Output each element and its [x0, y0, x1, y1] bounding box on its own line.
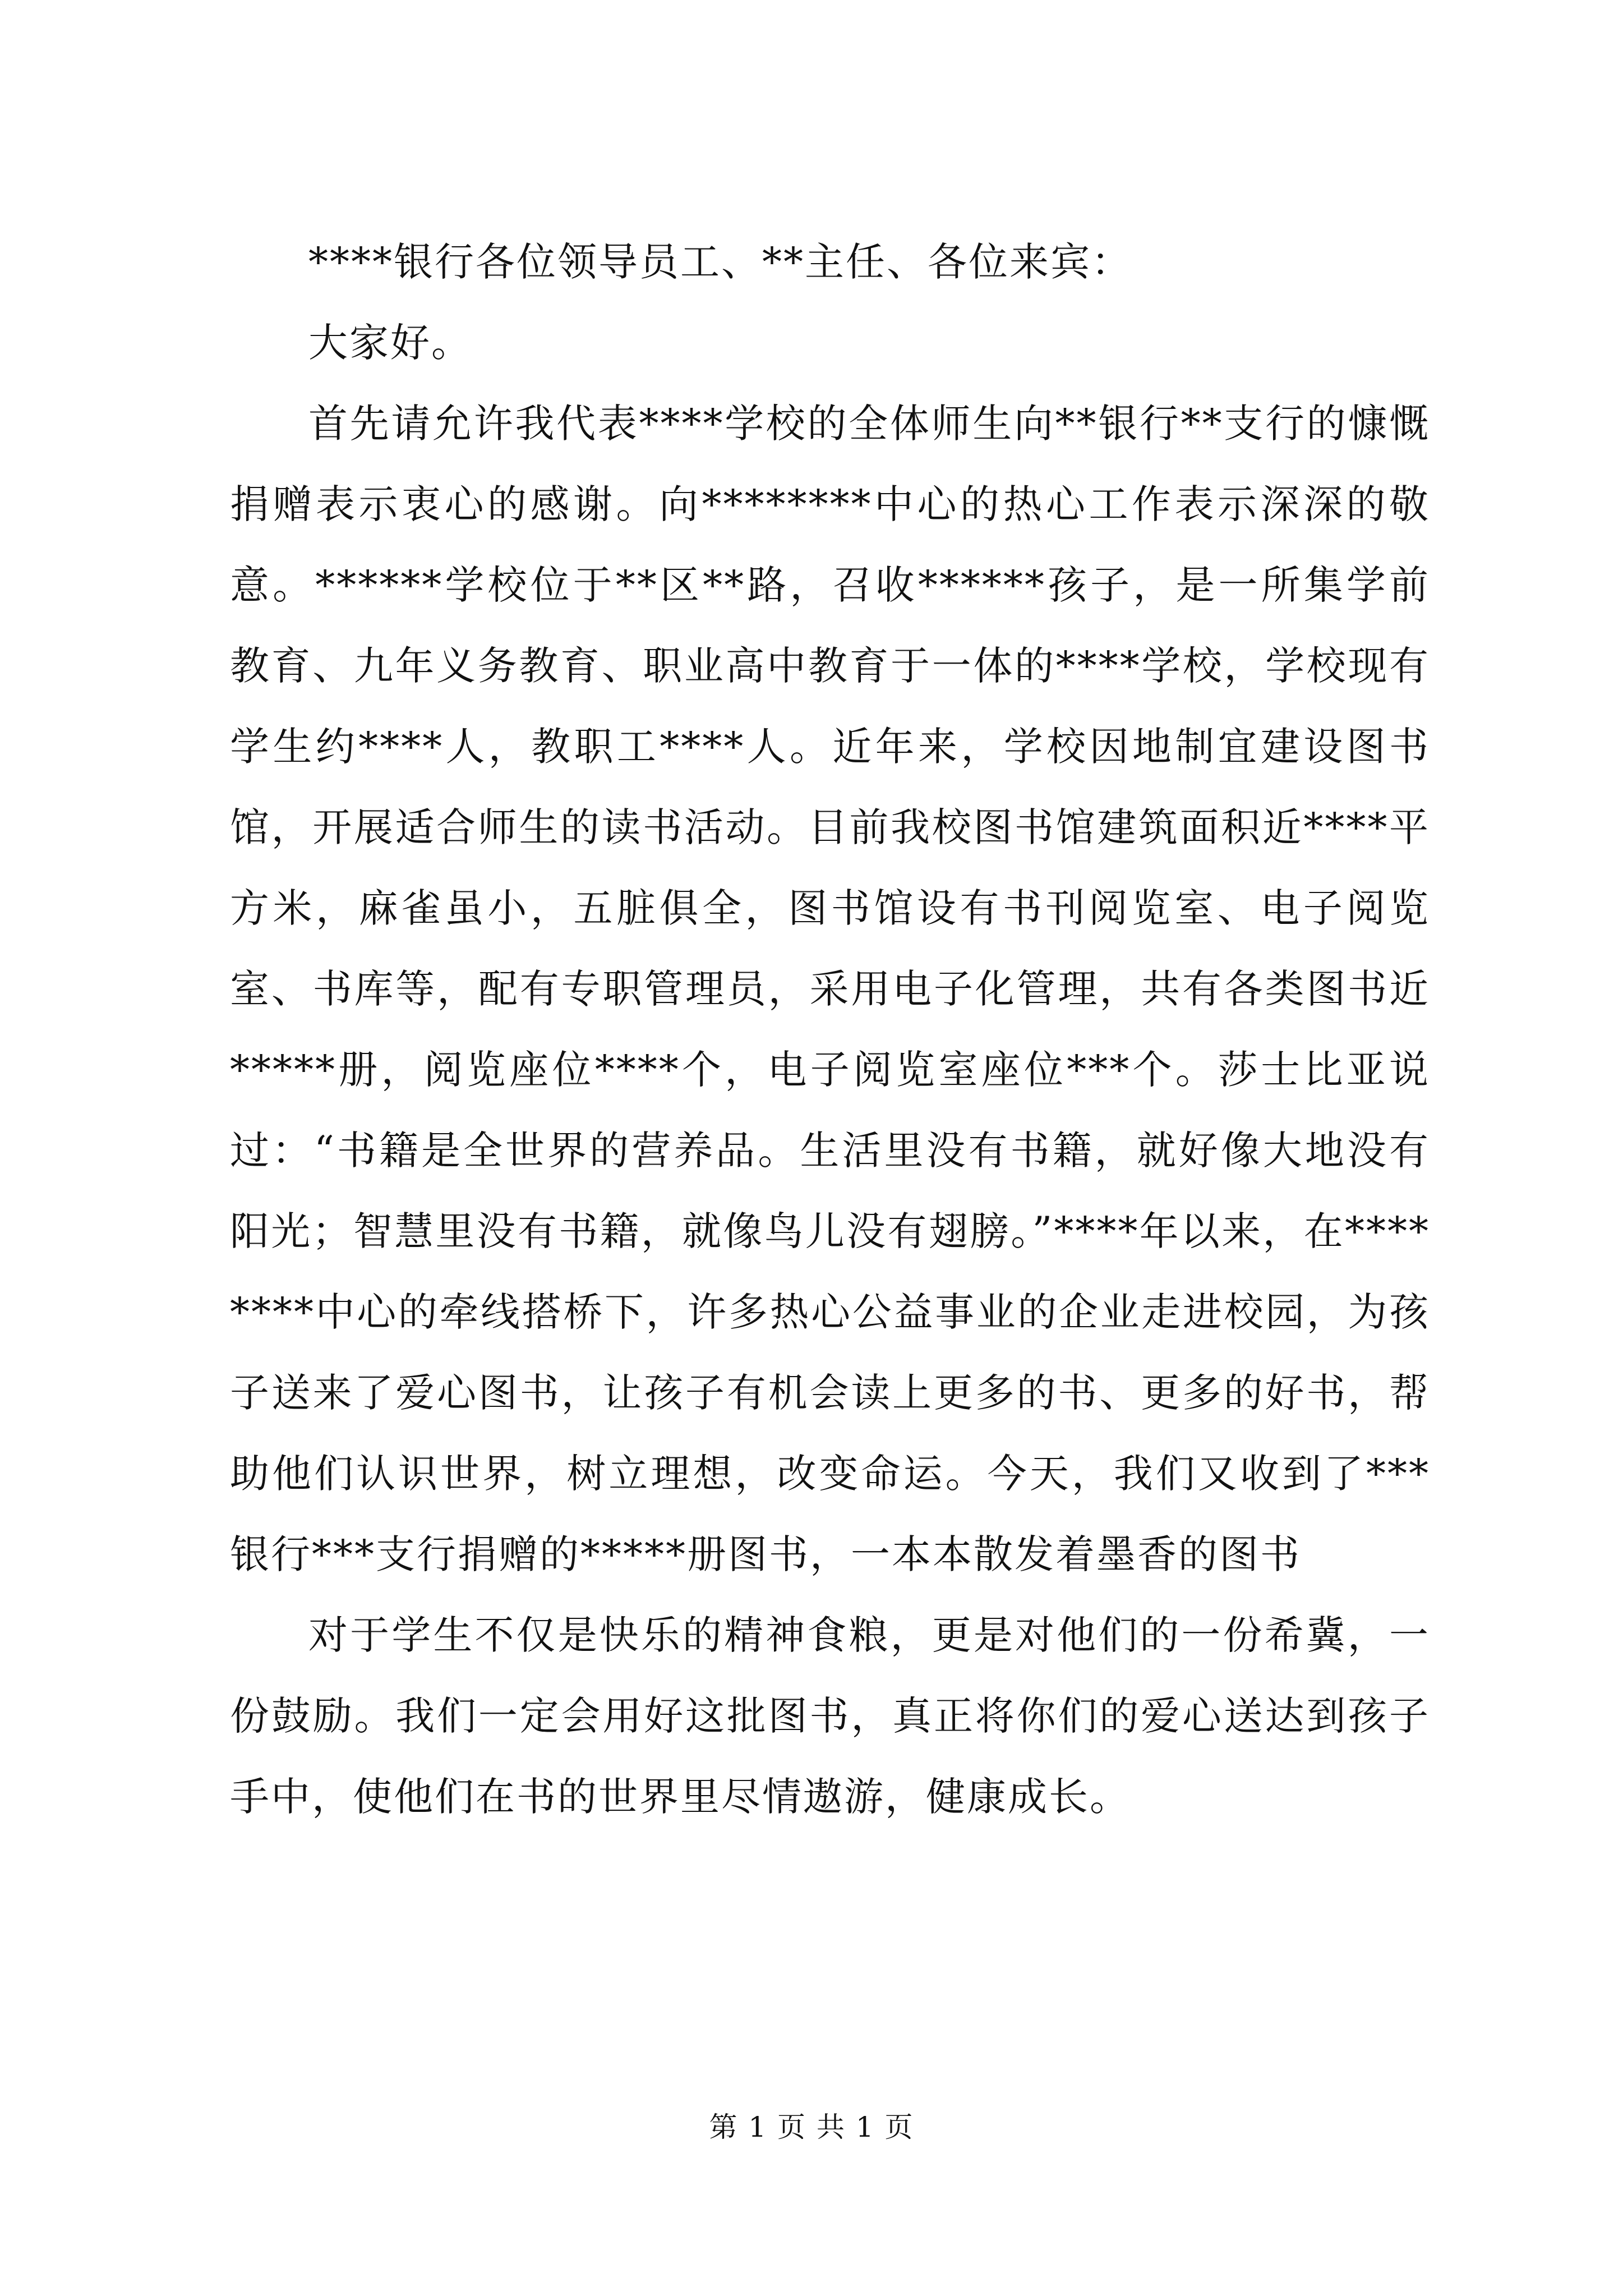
paragraph-2: 对于学生不仅是快乐的精神食粮，更是对他们的一份希冀，一份鼓励。我们一定会用好这批图书，真正将你们的爱心送达到孩子手中，使他们在书的世界里尽情遨游，健康成长。: [230, 1612, 1430, 1820]
greeting: 大家好。: [308, 320, 472, 366]
paragraph-1: 首先请允许我代表****学校的全体师生向**银行**支行的慷慨捐赠表示衷心的感谢。向********中心的热心工作表示深深的敬意。******学校位于**区**路，召收******孩子，是一所集学前教育、九年义务教育、职业高中教育于一体的****学校，学校现有学生约****人，教职工****人。近年来，学校因地制宜建设图书馆，开展适合师生的读书活动。目前我校图书馆建筑面积近****平方米，麻雀虽小，五脏俱全，图书馆设有书刊阅览室、电子阅览室、书库等，配有专职管理员，采用电子化管理，共有各类图书近*****册，阅览座位****个，电子阅览室座位***个。莎士比亚说过：“书籍是全世界的营养品。生活里没有书籍，就好像大地没有阳光；智慧里没有书籍，就像鸟儿没有翅膀。”****年以来，在********中心的牵线搭桥下，许多热心公益事业的企业走进校园，为孩子送来了爱心图书，让孩子有机会读上更多的书、更多的好书，帮助他们认识世界，树立理想，改变命运。今天，我们又收到了***银行***支行捐赠的*****册图书，一本本散发着墨香的图书: [230, 401, 1430, 1577]
salutation: ****银行各位领导员工、**主任、各位来宾：: [308, 239, 1132, 285]
document-body: [230, 222, 1430, 1837]
page-number-footer: 第 1 页 共 1 页: [709, 2111, 914, 2143]
